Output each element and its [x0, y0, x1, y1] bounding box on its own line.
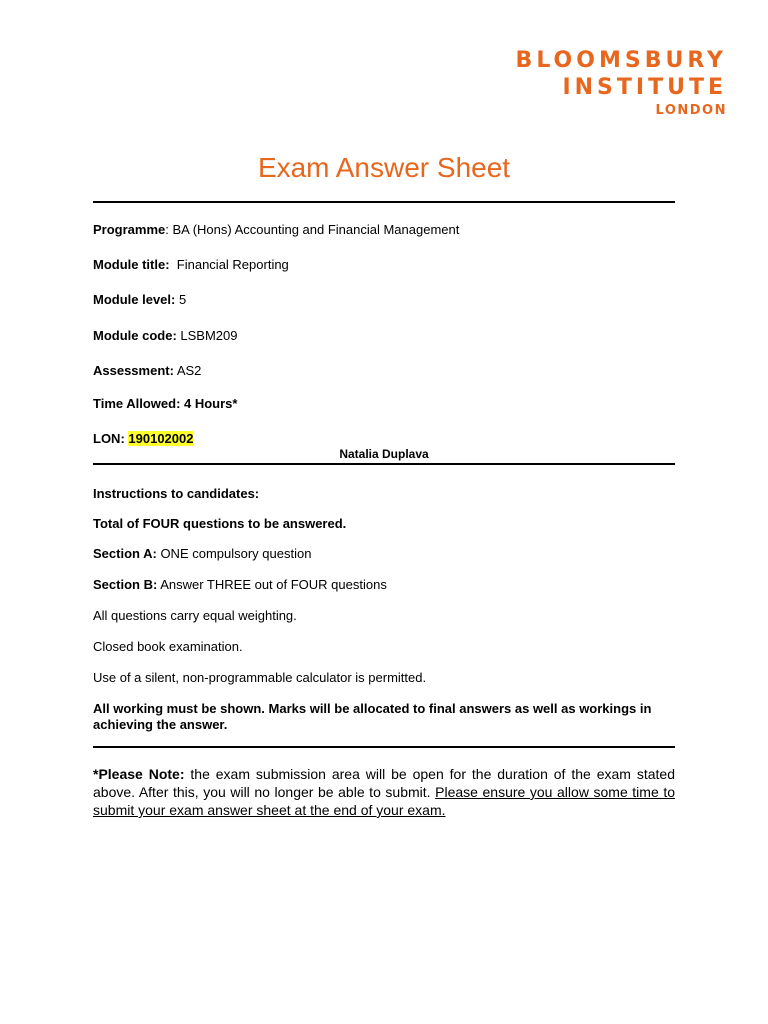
time-allowed-text: Time Allowed: 4 Hours* — [93, 396, 238, 411]
programme-value: : BA (Hons) Accounting and Financial Management — [165, 222, 460, 237]
assessment-label: Assessment: — [93, 363, 174, 378]
divider — [93, 746, 675, 748]
assessment-field — [93, 363, 201, 379]
logo-line-3: LONDON — [655, 103, 727, 118]
logo-line-1: BLOOMSBURY — [515, 48, 727, 73]
module-code-label: Module code: — [93, 328, 177, 343]
lon-value: 190102002 — [128, 431, 194, 446]
note-label: *Please Note: — [93, 766, 185, 782]
assessment-value: AS2 — [176, 363, 202, 378]
lon-field — [93, 431, 193, 447]
bloomsbury-logo — [516, 47, 727, 120]
student-name: Natalia Duplava — [339, 447, 429, 461]
logo-line-2: INSTITUTE — [562, 75, 727, 100]
please-note — [93, 765, 675, 819]
divider — [93, 463, 675, 465]
module-code-value: LSBM209 — [180, 328, 238, 343]
closed-book-text: Closed book examination. — [93, 639, 243, 654]
instructions-heading: Instructions to candidates: — [93, 486, 260, 501]
module-title-label: Module title: — [93, 257, 170, 272]
section-b-value: Answer THREE out of FOUR questions — [160, 577, 387, 592]
note-underlined: Please ensure you allow some time to submit your exam answer sheet at the end of your exam. — [93, 784, 675, 818]
section-b-label: Section B: — [93, 577, 158, 592]
section-b — [93, 577, 387, 593]
working-instruction: All working must be shown. Marks will be allocated to final answers as well as workings in achieving the answer. — [93, 701, 652, 732]
programme-field — [93, 222, 459, 238]
note-text: the exam submission area will be open for the duration of the exam stated above. After this, you will no longer be able to submit. — [93, 766, 675, 800]
weighting-text: All questions carry equal weighting. — [93, 608, 297, 623]
total-questions: Total of FOUR questions to be answered. — [93, 516, 347, 531]
section-a-label: Section A: — [93, 546, 157, 561]
lon-label: LON: — [93, 431, 125, 446]
programme-label: Programme — [93, 222, 166, 237]
section-a-value: ONE compulsory question — [160, 546, 312, 561]
section-a — [93, 546, 311, 562]
module-level-field — [93, 292, 186, 308]
module-title-field — [93, 257, 289, 273]
module-level-value: 5 — [178, 292, 187, 307]
page-title: Exam Answer Sheet — [257, 152, 511, 183]
calculator-text: Use of a silent, non-programmable calculator is permitted. — [93, 670, 427, 685]
time-allowed-field — [93, 396, 237, 412]
module-title-value: Financial Reporting — [176, 257, 289, 272]
module-level-label: Module level: — [93, 292, 176, 307]
divider — [93, 201, 675, 203]
module-code-field — [93, 328, 238, 344]
